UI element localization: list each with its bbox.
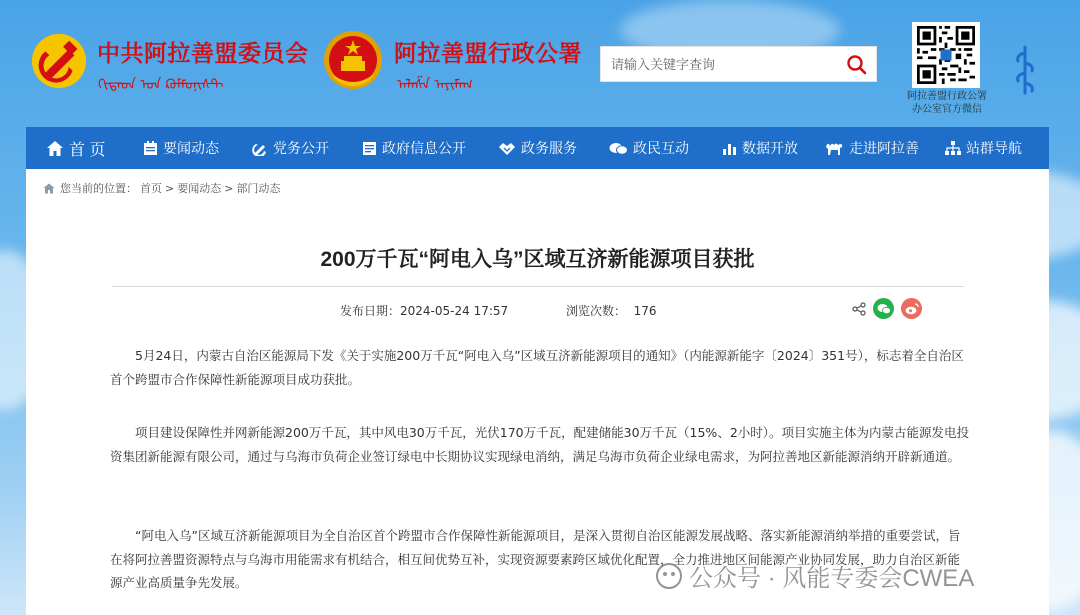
breadcrumb-separator: >: [224, 181, 234, 195]
party-emblem-logo[interactable]: [30, 32, 88, 90]
view-count: [566, 302, 657, 319]
nav-item-news[interactable]: [143, 127, 252, 169]
nav-item-about-alxa[interactable]: [824, 127, 945, 169]
nav-label: 站群导航: [966, 140, 1022, 156]
mongolian-language-switch[interactable]: [1010, 45, 1040, 95]
search-icon[interactable]: [846, 54, 868, 76]
nav-item-party-affairs[interactable]: [252, 127, 362, 169]
publish-date-value: 2024-05-24 17:57: [400, 304, 509, 318]
view-count-label: 浏览次数：: [566, 304, 627, 318]
share-icon[interactable]: [852, 302, 866, 316]
article-panel: [26, 169, 1049, 615]
title-divider: [112, 286, 964, 287]
weibo-icon: [905, 303, 919, 315]
search-input[interactable]: [611, 47, 841, 81]
share-bar: [852, 298, 922, 319]
share-wechat-button[interactable]: [873, 298, 894, 319]
breadcrumb: [43, 180, 283, 196]
site-header: [0, 0, 1080, 127]
nav-item-home[interactable]: [26, 127, 143, 169]
calendar-icon: [143, 141, 158, 156]
org1-name[interactable]: 中共阿拉善盟委员会: [97, 41, 309, 67]
party-emblem-icon: [252, 140, 268, 156]
article-paragraph: “阿电入乌”区域互济新能源项目为全自治区首个跨盟市合作保障性新能源项目，是深入贯彻自治区能源发展战略、落实新能源消纳举措的重要尝试，旨在将阿拉善盟资源特点与乌海市用能需求有机结合，相互间优势互补，实现资源要素跨区域优化配置，全力推进地区间能源产业协同发展，助力自治区新能源产业高质量争先发展。: [110, 528, 961, 590]
article-title: 200万千瓦“阿电入乌”区域互济新能源项目获批: [320, 248, 755, 271]
breadcrumb-link-news[interactable]: 要闻动态: [177, 182, 222, 195]
share-weibo-button[interactable]: [901, 298, 922, 319]
search-box: [600, 46, 877, 82]
qr-caption: [897, 90, 997, 116]
wechat-icon: [877, 303, 891, 315]
nav-item-open-data[interactable]: [722, 127, 824, 169]
camel-icon: [824, 140, 844, 156]
nav-item-interaction[interactable]: [609, 127, 722, 169]
publish-date-label: 发布日期：: [340, 304, 401, 318]
breadcrumb-separator: >: [165, 181, 175, 195]
home-icon: [46, 140, 64, 157]
nav-item-gov-services[interactable]: [498, 127, 609, 169]
breadcrumb-link-dept-news[interactable]: 部门动态: [236, 182, 281, 195]
document-icon: [362, 141, 377, 156]
qr-caption-line1: 阿拉善盟行政公署: [907, 91, 987, 102]
nav-item-gov-info[interactable]: [362, 127, 498, 169]
org1-mongolian-name: ᠬᠢᠲᠠᠳ ᠤᠨ ᠺᠣᠮᠮᠤᠨᠢᠰᠲ: [98, 77, 224, 93]
main-nav: [26, 127, 1049, 169]
nav-label: 政民互动: [633, 140, 689, 156]
watermark: [655, 558, 974, 593]
watermark-text: 公众号 · 风能专委会CWEA: [689, 565, 975, 592]
nav-item-site-nav[interactable]: [945, 127, 1045, 169]
sitemap-icon: [945, 141, 961, 156]
breadcrumb-link-home[interactable]: 首页: [140, 182, 162, 195]
nav-label: 政务服务: [521, 140, 577, 156]
nav-label: 党务公开: [273, 140, 329, 156]
nav-label: 首 页: [69, 141, 106, 159]
breadcrumb-prefix: 您当前的位置：: [60, 182, 137, 195]
publish-date: [340, 302, 508, 319]
nav-label: 数据开放: [742, 140, 798, 156]
wechat-official-icon: [655, 562, 683, 590]
nav-label: 走进阿拉善: [849, 140, 919, 156]
bar-chart-icon: [722, 141, 737, 156]
national-emblem-logo[interactable]: [322, 28, 384, 92]
article-paragraph: 项目建设保障性并网新能源200万千瓦，其中风电30万千瓦，光伏170万千瓦，配建储能30万千瓦（15%、2小时）。项目实施主体为内蒙古能源发电投资集团新能源有限公司，通过与乌海市负荷企业签订绿电中长期协议实现绿电消纳，满足乌海市负荷企业绿电需求，为阿拉善地区新能源消纳开辟新通道。: [110, 425, 970, 464]
nav-label: 要闻动态: [163, 140, 219, 156]
qr-caption-line2: 办公室官方微信: [912, 104, 982, 115]
nav-label: 政府信息公开: [382, 140, 466, 156]
org2-mongolian-name: ᠠᠯᠠᠱᠠ ᠠᠶᠢᠮᠠᠭ: [397, 77, 473, 93]
qr-code-icon: [916, 26, 976, 84]
wechat-qr-code: [912, 22, 980, 88]
handshake-icon: [498, 141, 516, 156]
home-icon: [43, 183, 55, 194]
org2-name[interactable]: 阿拉善盟行政公署: [394, 41, 582, 67]
article-paragraph: 5月24日，内蒙古自治区能源局下发《关于实施200万千瓦“阿电入乌”区域互济新能源项目的通知》（内能源新能字〔2024〕351号），标志着全自治区首个跨盟市合作保障性新能源项目成功获批。: [110, 348, 964, 387]
chat-icon: [609, 141, 628, 156]
view-count-value: 176: [633, 304, 657, 318]
